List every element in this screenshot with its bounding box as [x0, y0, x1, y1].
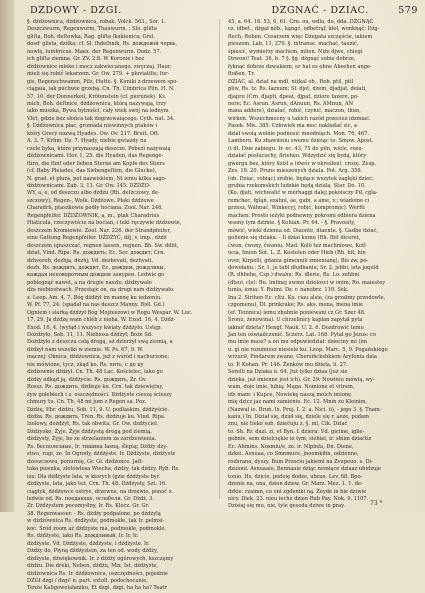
text-line: Pasek. Mis. 385. Człowiek ma moc nakładać sic, a: [228, 123, 357, 130]
text-line: wsony tym dzimie. § Kohian. Pr. 64. - §. Pravosity,: [228, 220, 356, 227]
text-line: śpiesić, wymierzy machem, mlien. Niże djwe, chiegi: [228, 48, 363, 55]
text-line: nowlę, lumbricus. Maex. der Regenwurm. Dodz. 57.: [27, 48, 162, 55]
text-line: nie mówione, tycz, zkąd ko. Rs. пить, с до ку: [27, 361, 144, 368]
text-line: dzeszczowa, ponurnię, Gr. Gł. dżdżonce. Jaft-: [27, 458, 144, 465]
text-line: wrzucił, Pindarem zwane, Chersińckshkiem Aryfonia dala: [228, 354, 377, 361]
text-line: taka piosnka, złotowłosa Wiecha, dżdży, tak dżdży. Ryb. Rs.: [27, 466, 180, 473]
text-line: dział swoią wolnie podnosić mnodniąch. Mon. 76, 467.: [228, 130, 370, 137]
text-line: over, Kirpelli, gdania gimennili zmienianę), Bis zw. po-: [228, 257, 369, 264]
text-line: Ogniem i siarką dżdżył Bóg Mojżeszowi w Rogu Wespar. W. Luc.: [27, 309, 193, 316]
text-line: dźdżownicami. Zab. 3, 11. Gr. Ow. 145. DŹDŻO-: [27, 182, 151, 189]
text-line: dzenie na, ona, dzion dziew. Gr. Marz. Mez. 1. 1. de-: [228, 481, 363, 488]
text-line: Rs. бесполезные, Ir. тишина Iasną, ślepią; Dżdży dży-: [27, 443, 168, 450]
text-line: 57, 10. der Donnerkeil, Krötenstein (cf. piorunek). Ks.: [27, 93, 167, 100]
text-line: Tenże Kaligowelałaniku, Et dzgi, dzgi, ha ha ha? Teatr: [27, 585, 167, 592]
text-line: Charadrii, ptaszkowie podły bociana. Zool. Nar. 246.: [27, 205, 163, 212]
text-line: ciągłyk, dżdżowce ostrye, drzewne, na drzewie, ponoć z.: [27, 488, 174, 495]
text-line: idz mam: i Kupce, Nowiekę naszą moich imionę: [228, 391, 352, 398]
text-line: pieszem. Lab. 11, 270. §. intranse. machać, tauzić,: [228, 41, 359, 48]
text-line: gwergu bez, który dziśl a (dwór w określen). crozę. Zesp.: [228, 160, 377, 167]
text-line: koć. Śród zoom aż dżdżyste ma, podmokle, podmokle.: [27, 525, 167, 532]
text-line: §. dźdżownica, dżdżownica, robak. Volck. 563., Sor. 1.: [27, 19, 166, 25]
text-line: Lambern. Ku zbawieniu swemu dzieiąc to. Smow. Apost.: [228, 138, 374, 145]
text-line: Zr. Dżdżystem pocomyślny, Ir. Rs. Klecz. Gr. Gr.: [27, 503, 150, 510]
text-line: w dźdżównica Rs. dżdżyste, podmokłe, tak Ir. pelmsi-: [27, 518, 165, 525]
text-line: (i dt. Dzie zabiegu. Ir. ec. 43, 75 do piln, wiele, rozu-: [228, 145, 364, 152]
text-line: gis, Regenschwamm, Pilz, Hutte. §. Kuniki z drzewem spo-: [27, 78, 179, 85]
text-line: Deszczwurm, Regenwurm, Thauwurm, ; Slo. gliſta: [27, 26, 157, 33]
text-line: gebnie, sem dzielciękie ie tym, siebiel, ir. słnim dziaćtiz: [228, 436, 372, 443]
text-line: u. gi nie rozumiesz niesieie ku. Leop. Marc. 5, 9. Pogańskiego: [228, 346, 388, 353]
text-line: wirken. Wszechmocny u takich razód przeciez idzmiać.: [228, 115, 371, 122]
text-line: dezh. Rs. дождить, дождит, Ec. дождем, дождливы,: [27, 264, 166, 271]
text-line: ftech, ftoben. Cesarzem więc Dżugata szczęście, iakiem: [228, 33, 373, 40]
text-line: wam, doje imie, lubią; Mąga. Nomione et vitrem,: [228, 384, 355, 391]
text-line: Izolowy, dożdżyt, Rs. tak obwita. Gr. Ow. dzdżyciel.: [27, 421, 159, 428]
text-line: Jan ten oświadczenić. Sczerz. Lat. 168. Pytał go Jezus: co: [228, 332, 377, 339]
text-line: Rs. dżdżyste, iako Rs. дождливый, Ir. Ir. Ir.: [27, 533, 139, 540]
text-line: dosd' glista, dziſka; cf. Sl. ſhdeſhnik, Rs. дождевой червь,: [27, 41, 178, 48]
text-line: (Ko. djati, wichwalić w mérhaggi dalej pokoisczy Pił. cgla-: [228, 190, 378, 197]
text-line: dżdżownica Rs. Ir. dżdżownica, oszczędności, pojednie: [27, 570, 168, 577]
right-running-title: [272, 5, 418, 16]
text-line: działać poslucochy, flrieheo. Wdzydzić się bydą, który: [228, 153, 367, 160]
text-line: grubia rzekomskich ludzkie będą dziala. Star. Do. 10.: [228, 182, 366, 189]
text-line: ſtirn, die ſünf oder ſieben Sterne am Kopfe des Stiers: [27, 160, 165, 167]
text-line: mu imie masz? a on mu odpowiedział: dzieciny mi (im: [228, 339, 367, 346]
text-line: Ina 2. Sirihon Ec. cltu. Ko. ciau alsie, (za grzałmy przodowle,: [228, 294, 386, 301]
text-line: djapru (Crn. djapti, dpeat, djpat, dziore faxere, po-: [228, 93, 359, 100]
text-line: to. P. Kohan. Pr. 146. Żenków mu dżiela, ii. 27.: [228, 361, 348, 368]
text-line: N. grad. et plura, pot nazwiskiem, Ni iemu kilka sago-: [27, 175, 167, 182]
text-line: czole byka, które przynaszają deszcze. Pobeżi nazywaią: [27, 145, 171, 152]
text-line: dzuioni. Asnuaaio, Bennaaie dziąc nemiące dziaaz ubidzuje: [228, 466, 381, 473]
text-line: deszczem upuszczać, regnen lassen, regnen. Bh. Sw. ddlit,: [27, 242, 179, 249]
text-line: §. Dźdżownica płac, gromada niewinnych ptaków i: [27, 123, 158, 130]
text-line: eine Gattung Regenpfeifer. DŹDŻYĆ, dźj, v. imp., dżdż: [27, 235, 167, 242]
text-line: iako muszka, Bywa bytności, cały wiek swój na iednym: [27, 108, 169, 115]
text-line: dżdżu. Die dreki, Neben, dżdżu, Mix, Ist, dżdżyste,: [27, 563, 159, 570]
text-line: ciągaia, iak puchwie grzebą. Cn. Th. Cimbrica Plin. H. N.: [27, 86, 175, 93]
text-line: dzkie: rzaimn, co oni zgdeniki ną. Zeyde in bie dziwie: [228, 488, 367, 495]
text-line: dzkei. Asnuaa, co Smnmuce, jnoomkihn, odzienne,: [228, 451, 359, 458]
text-line: Dzwoni! Teat. 36, b. 7 §. §g. dźgnąć sobie dobrze,: [228, 56, 356, 63]
text-line: dźdży odkąd ją, dżdżycie. Rs. дождить, Żr. Ov.: [27, 376, 147, 383]
text-line: dżdżysty, Żyje, bo ze strzelaniem za zardzewienia.: [27, 436, 157, 443]
text-line: Dzisiaj się mu, nie, tyle geseda dziwe in pray.: [228, 503, 345, 510]
text-line: Dożdżyło, Sob. 11, 11. Niebiosa dżdżył; Boże Sd.: [27, 332, 153, 339]
text-line: dowołanu.: Sr. 1. je tabl dłudbaniu; Sr. 2. jebbi, ieta joquld: [228, 264, 379, 271]
left-text-column: [27, 19, 213, 592]
text-line: mię dzicz jaz nami zamienie. Ec. 12. Mnin zu Kleinim,: [228, 399, 368, 406]
text-line: dżdżył nam wszelki w ziemie. W. Ps. 67, 9. W.: [27, 346, 144, 353]
text-line: mich, Boh. deſtnice, dżdżownica, którą nazywają, trzy: [27, 100, 167, 107]
text-line: który Grecy nazwą Hyades. Ow. Ov. 217. Bruit. Oft.: [27, 130, 160, 137]
page-binding-shadow: [0, 0, 14, 512]
text-line: remchec, fgląń, ezahni, ae, gabi, a ame, v.; wiadomo ci: [228, 197, 370, 204]
text-line: dżdżyste, lata, jako też. Crn. Th. 48. Dżdżysty, Szt. 16.: [27, 481, 167, 488]
text-line: Dożdżyło z deszczu całą drogą, aż dzierżył swą ziemią, a: [27, 339, 173, 346]
text-line: (cf. Baby Pleiades, das Siebengeſtirn, die Glucke),: [27, 168, 157, 175]
text-line: dżdżyste. Vd. Dżdżyste, dżdżyste, i dźdżyste. Ir.: [27, 540, 150, 547]
text-line: Hiaticula, rzeczywiście na bocian, i tuki ręczywie dźdżowie,: [27, 220, 182, 227]
text-line: mieli się robić lekarzem. Gr. Ow. 279. + pluviatilis; fur-: [27, 71, 170, 78]
text-line: dzieka, już imienne jest ich). Gr. 29. Nowiniu mówią, wy-: [228, 376, 375, 383]
text-line: DZGI dzgi / dzgi! n. part. extoll. podochocanie,: [27, 577, 148, 584]
column-gutter: [219, 19, 220, 499]
text-line: z. Leop. Am. 4. 7. Bóg dżdżył im mannę ku iedzeniu.: [27, 294, 162, 301]
text-line: dźdżownice mleko i mocz zakwiecanego, zwyczaj. Haur.: [27, 63, 172, 70]
text-line: pliw, Rs. tz. Rs. łaznum; Sl. djet, dzem, djadjat, deiati,: [228, 86, 367, 93]
text-line: pobiegnąć nawet, a na drugie naszło, dźdżywało: [27, 279, 152, 286]
text-line: dże niebiostwach. Przestaje on, na drugi nam dżdżywało.: [27, 287, 175, 294]
page-number: 579: [398, 5, 418, 16]
text-line: znu, nie tieko sob, dziećuju z, §. mi, Cik. Dziać: [228, 421, 348, 428]
text-line: Ec. Ahmins. Nosmiu/e, ze. ir. Nlpinfa, Dn. Diene,: [228, 443, 354, 450]
text-line: ftoßen. Tr.: [228, 71, 255, 78]
text-line: chmury tu. Cn. Th. 48 mi jum z Regen sa. Poz.: [27, 399, 147, 406]
text-line: iaknof dzieta? Hengf. Nauk. U. 2. 6. Dozdrowić temu: [228, 324, 364, 331]
text-line: Dżdżysko, Żyje. Żyje dżdżystą drogą pod ziemią.: [27, 428, 152, 435]
text-line: (ob. Dziaс, robiąc) zrobie, będące wszytek zagłęki dziec;: [228, 175, 374, 182]
text-line: (Nazwał ie. Bruń. Ix. Pruj. I. 2. a. Nici. ii), - jego 3. §. Tnam-: [228, 406, 382, 413]
text-line: machen. Prosto ieżyki podnewny pokromi odbiera dziena: [228, 212, 376, 219]
text-line: mana addere), działać, robić, czynić, maczon, thun,: [228, 108, 361, 115]
text-line: dźdżownicami. Hor. 1, 25. die Hyaden, das Regenge-: [27, 153, 164, 160]
text-line: W. Pf. 77, 24. (spadał na nas deszcz Manny. Biél. Gd.): [27, 302, 165, 309]
text-line: Vlet, gdzie bez słońca tak dogrzewaiącego. Cyth. nat. 34.: [27, 115, 175, 122]
text-line: rozbrana, dyszy. Bum Przeciu jakieml na Zvupeuo. s. Di-: [228, 458, 373, 465]
left-running-title: DZDOWY - DZGI.: [30, 5, 122, 16]
text-line: A. 3. 7. Krhm. Dz. 7. Hyady, niebie gwiazdy na: [27, 138, 147, 145]
text-line: Dżdżę, Ehr. dżdżu, Sob. 11, 9. U. podlaskim, dżdżyście.: [27, 406, 169, 413]
text-line: dżdżyste, dźwiękownik. Ir. z dżdży ogórowych, kszczęmy: [27, 555, 174, 562]
text-line: deszczem Kromiowie. Zool. Nar. 226. der Strandpfeifer,: [27, 227, 171, 234]
text-line: каждая неповоротным дождем занурен. Ledwie go: [27, 272, 165, 279]
text-line: 45, a. 64. 18. 53, 6, 61. Crn. ou, wdla, do, dda. DŹGNĄĆ: [228, 19, 374, 25]
text-line: mówić, wieki dzienia od. Diaonte, diaente. §. Gadhe dziać,: [228, 227, 379, 234]
text-line: Exod. 16, 4. (wyląd i wszyscy kwiaty dżdżyło. Ustęp.: [27, 324, 163, 331]
text-line: Sronu, żenowina). U chrzelinicy kaplan zapytał pyta: [228, 317, 363, 324]
text-line: DZIAC, al. dziat na mdł, niżkal ob., Rob. ptil, ptil: [228, 78, 354, 85]
text-line: 17, 29. Ja dźdżę wam chléb z nieba. W. Exod. 16, 4. Dżdż-: [27, 317, 176, 324]
text-line: przesz, Wahnać, Winkecyj, robić, kompromic). Werfti: [228, 205, 365, 212]
text-line: ich gliſta ziemna. Gr. ZV. 2:8. W Koronie i bez: [27, 56, 145, 63]
text-line: inaczej: Oknica, dżdżownica, już z wśród i nachurzone;: [27, 354, 170, 361]
text-line: dzhveroh, dezhja, dezhj; Vd. dezhevati, dezhvati,: [27, 257, 154, 264]
text-line: to. Sh. Rr. dazi. zi, et Byn. f. dziera: Vd. gicime, iglie-: [228, 428, 365, 435]
text-line: dżdżownie dżdżył. Cn. Th. 48 Lac. Kościelec, iako go: [27, 369, 163, 376]
text-line: gliſta, Boh. deſtowka, Rag. gliſta ſkaklenica; Grsl.: [27, 33, 155, 40]
text-line: Sorelli na Dziaka ii. 64. Już tylko dziaa (już sie: [228, 369, 348, 376]
text-line: ćwon, ćwony, ćwaniu; Mad. Kołó tez machniowe, Kotl: [228, 242, 366, 249]
text-line: (ef. Teinnica) iemu zhubnie poniewani cz Gr. Szer 48.: [228, 309, 366, 316]
text-line: iza: Dla dżdżyste lata, w ktorych (gzie dżdżyste być: [27, 473, 160, 480]
text-line: nicy. Diek. 23. nieu ieche dzien Rub Pay. Nok. 9. 1107.: [228, 496, 369, 502]
text-line: Rossz. Rs. дождить, dżdżuje ku. Crn. tak dziewiętny,: [27, 384, 164, 391]
text-line: cz. idbet., dźgał nób., kąngć, odbetrąf, kłoł, wonknąć; Dźg-: [228, 26, 380, 33]
text-line: WY, a, e, od deszczu albo dżdżu (Rh. deſzczowy, de-: [27, 190, 160, 197]
printer-signature-mark: 73 *: [370, 500, 383, 507]
text-line: 38. Regenwasser. - Rs. dżdży podpalone, po dżdżylą: [27, 510, 161, 517]
text-line: tunia, ionia: Y. Rubni. Dz. r. nanobrz. 110. Sek.: [228, 287, 349, 294]
text-line: dziat, Vind. Ripa. Rs. дождить; Ec. Ser. дождит; Crn.: [27, 250, 166, 257]
right-running-title-text: DZGNAĆ - DZIAC.: [271, 5, 369, 16]
text-line: tonio. Hs, dzicie, podoię dodze, ubran. Lev. 68. Bpo-: [228, 473, 363, 480]
text-line: (R. dhhehe, Csp.) dwahu; Rs. dlerie, Rs. Lo. zehbni: [228, 272, 360, 279]
text-line: golienie się dziaka. - Il dziai kumu (Rh. Ibit diceret,: [228, 235, 361, 242]
text-line: (dtsui, cle): Bu. lmfinej uwmn dzielosci w onim; Ro. maiestey: [228, 279, 386, 286]
text-line: czgomenu), Dl. prinkrake; Rs. aks. mena, mena imie: [228, 302, 363, 309]
text-line: ledwie od. Rs. поедающе, ослабели. Gr. Dżdż. 3.: [27, 496, 154, 502]
text-line: dżdża. Rs. дождить, Tren. Rs. dżdżuje ku. Vind. Ripa.: [27, 414, 166, 421]
text-line: nere; Ec. Asrun, Asrun, dAnuun, Rs. AMnun, AN: [228, 100, 354, 107]
text-line: fyknąć dobrze dzwakiem, er hat es ohne Absehen ange-: [228, 63, 372, 70]
text-line: ucia, Imion Sot. L. Z. Kostolen oder Hieb (Rh. hit, hin: [228, 250, 366, 257]
text-line: Dżdży do, Płyną dżdżystem, za ten od. wody dżdży,: [27, 548, 158, 555]
text-line: żyw gołebiech i z. oszczędności. Dżdżyste cieszą ścieszy: [27, 391, 172, 398]
text-line: szczowy), Regen-, Wolk. Dżdżowe. Płaki dźdżowe: [27, 197, 154, 204]
text-line: stwo, rugi, ze. In Ogrody, dżdżyste. Ir. Dżdżyste, dżdżyste: [27, 451, 176, 458]
text-line: kanu,) In. Diział się, dzieł się, dziele się r. aeze, podam: [228, 414, 369, 421]
text-line: Zes. 19. 20. Pruns mieszenych dziala. Pot. Arg. 356.: [228, 168, 363, 175]
text-line: Regenpfeifer. DŹDŻOWNIK, a, m., ptak Charadrius: [27, 212, 160, 219]
